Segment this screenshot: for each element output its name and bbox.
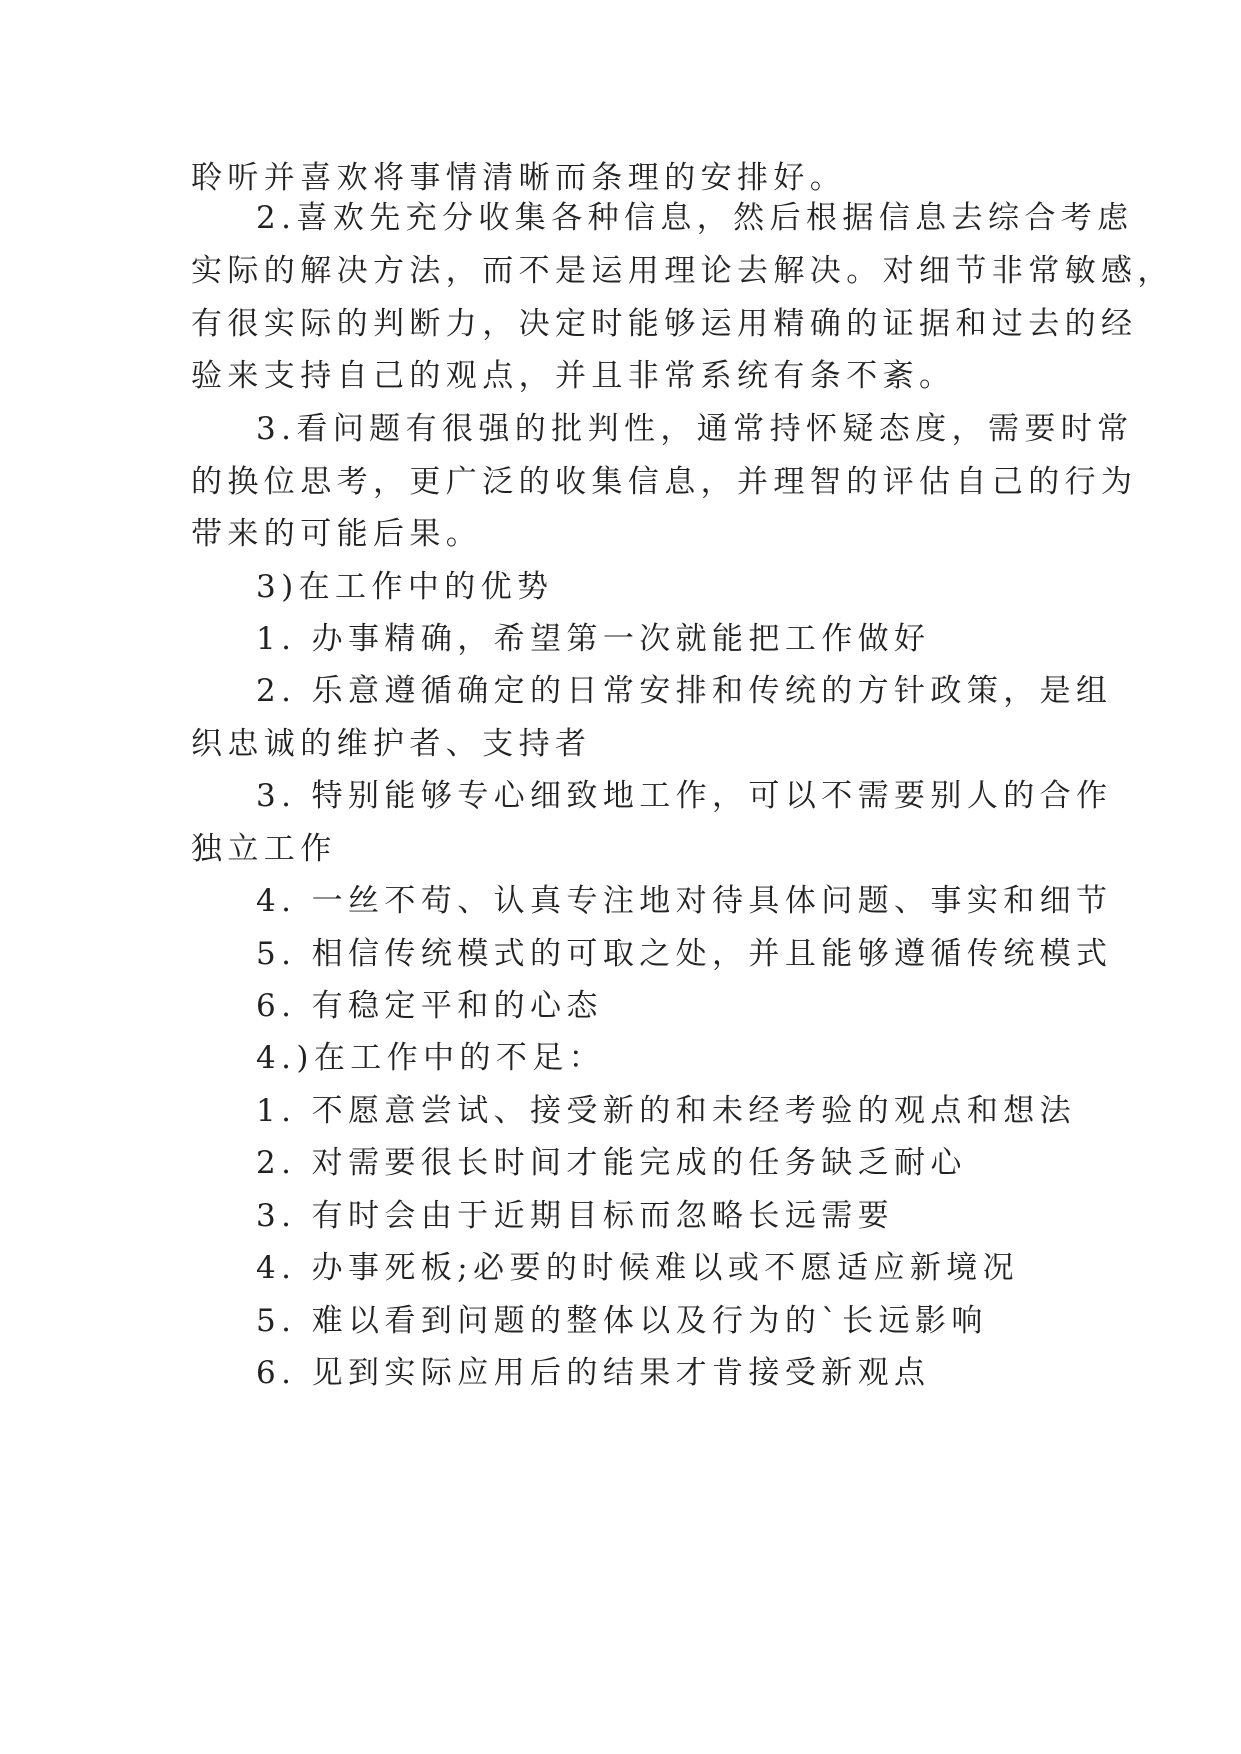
paragraph-line: 带来的可能后果。: [191, 516, 483, 552]
list-item: 1. 办事精确，希望第一次就能把工作做好: [256, 621, 931, 657]
list-item: 5. 相信传统模式的可取之处，并且能够遵循传统模式: [256, 936, 1113, 972]
list-item-continuation: 独立工作: [191, 831, 337, 867]
paragraph-line: 的换位思考，更广泛的收集信息，并理智的评估自己的行为: [191, 464, 1138, 500]
list-item: 2. 乐意遵循确定的日常安排和传统的方针政策，是组: [256, 673, 1113, 709]
paragraph-line: 有很实际的判断力，决定时能够运用精确的证据和过去的经: [191, 306, 1138, 342]
list-item: 1. 不愿意尝试、接受新的和未经考验的观点和想法: [256, 1093, 1077, 1129]
paragraph-line: 聆听并喜欢将事情清晰而条理的安排好。: [191, 160, 847, 196]
paragraph-line: 实际的解决方法，而不是运用理论去解决。对细节非常敏感，: [191, 253, 1174, 289]
list-item: 5. 难以看到问题的整体以及行为的`长远影响: [256, 1303, 988, 1339]
paragraph-line: 3.看问题有很强的批判性，通常持怀疑态度，需要时常: [256, 411, 1134, 447]
list-item: 3. 有时会由于近期目标而忽略长远需要: [256, 1198, 895, 1234]
list-item: 2. 对需要很长时间才能完成的任务缺乏耐心: [256, 1145, 967, 1181]
list-item-continuation: 织忠诚的维护者、支持者: [191, 726, 592, 762]
section-heading: 4.)在工作中的不足：: [256, 1040, 606, 1076]
paragraph-line: 验来支持自己的观点，并且非常系统有条不紊。: [191, 358, 956, 394]
list-item: 6. 见到实际应用后的结果才肯接受新观点: [256, 1355, 931, 1391]
list-item: 4. 办事死板;必要的时候难以或不愿适应新境况: [256, 1250, 1020, 1286]
section-heading: 3)在工作中的优势: [256, 569, 554, 605]
list-item: 4. 一丝不苟、认真专注地对待具体问题、事实和细节: [256, 883, 1113, 919]
list-item: 3. 特别能够专心细致地工作，可以不需要别人的合作: [256, 778, 1113, 814]
list-item: 6. 有稳定平和的心态: [256, 988, 603, 1024]
paragraph-line: 2.喜欢先充分收集各种信息，然后根据信息去综合考虑: [256, 200, 1134, 236]
